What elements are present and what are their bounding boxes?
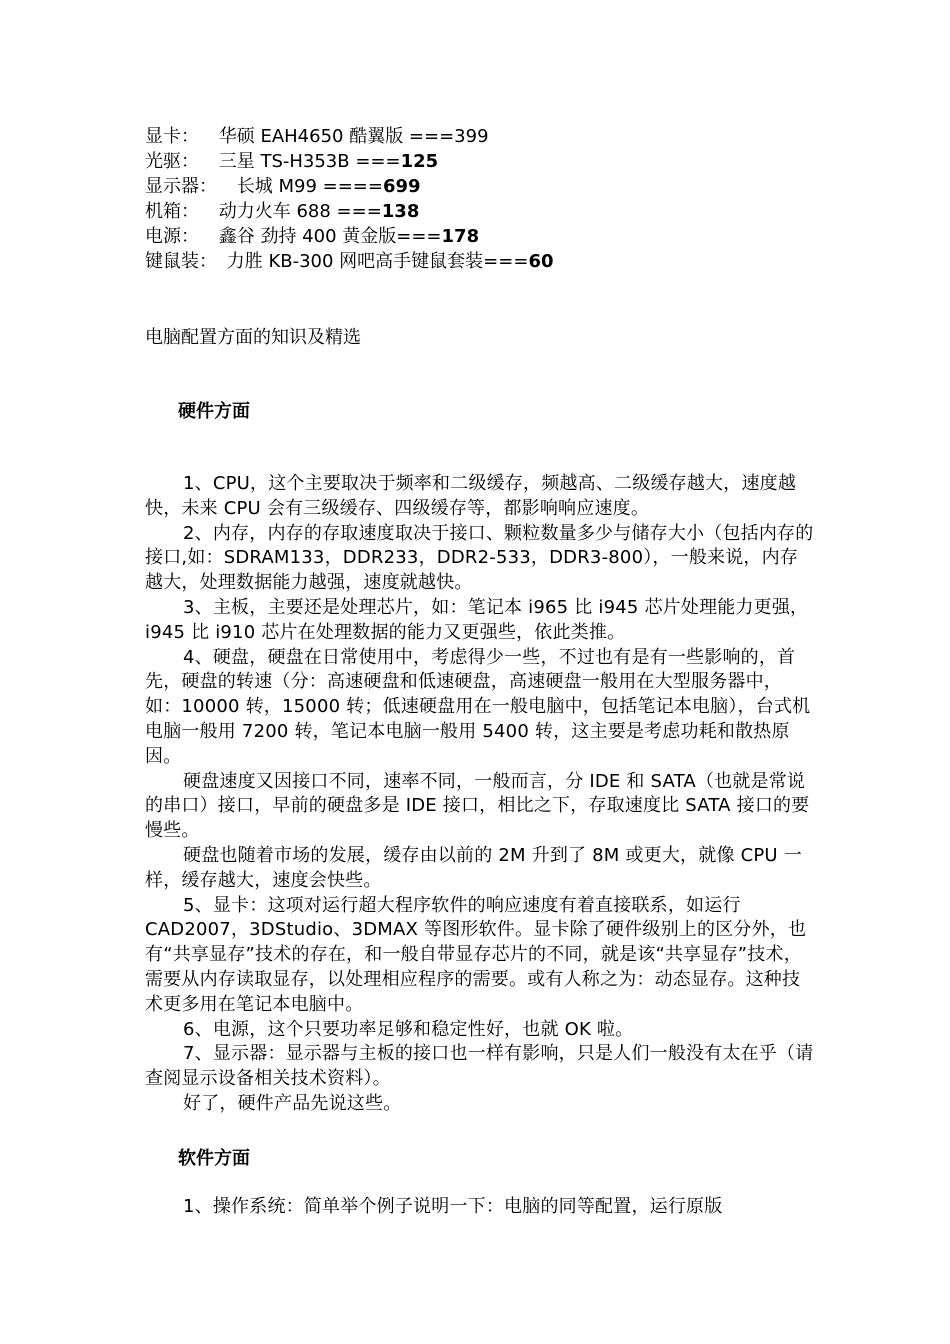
spec-item-optical-drive [145, 149, 815, 174]
paragraph-graphics-card: 5、显卡：这项对运行超大程序软件的响应速度有着直接联系，如运行 CAD2007，3DStudio、3DMAX 等图形软件。显卡除了硬件级别上的区分外，也有“共享显存”技术的存在，和一般自带显存芯片的不同，就是该“共享显存”技术，需要从内存读取显存，以处理相应程序的需要。或有人称之为：动态显存。这种技术更多用在笔记本电脑中。 [145, 894, 807, 1015]
paragraph-monitor: 7、显示器：显示器与主板的接口也一样有影响，只是人们一般没有太在乎（请查阅显示设备相关技术资料）。 [145, 1043, 814, 1090]
spec-label: 机箱： [145, 201, 199, 222]
spec-label: 显卡： [145, 126, 199, 147]
spec-list [145, 124, 815, 274]
spec-label: 显示器： [145, 176, 217, 197]
paragraph-disk-cache: 硬盘也随着市场的发展，缓存由以前的 2M 升到了 8M 或更大，就像 CPU 一样，缓存越大，速度会快些。 [145, 844, 802, 891]
spec-value: 力胜 KB-300 网吧高手键鼠套装=== [226, 251, 529, 272]
spec-price: 125 [400, 151, 439, 172]
hardware-section-body [145, 472, 815, 1117]
spec-value: 动力火车 688 === [218, 201, 382, 222]
spec-value: 鑫谷 劲持 400 黄金版=== [218, 226, 442, 247]
spec-label: 电源： [145, 226, 199, 247]
spec-item-case [145, 199, 815, 224]
spec-value: 华硕 EAH4650 酷翼版 ===3 [218, 126, 466, 147]
paragraph-hard-disk: 4、硬盘，硬盘在日常使用中，考虑得少一些，不过也有是有一些影响的，首先，硬盘的转速（分：高速硬盘和低速硬盘，高速硬盘一般用在大型服务器中，如：10000 转，15000 转；低速硬盘用在一般电脑中，包括笔记本电脑），台式机电脑一般用 7200 转，笔记本电脑一般用 5400 转，这主要是考虑功耗和散热原因。 [145, 646, 811, 767]
spec-price: 699 [382, 176, 421, 197]
paragraph-memory: 2、内存，内存的存取速度取决于接口、颗粒数量多少与储存大小（包括内存的接口,如：SDRAM133，DDR233，DDR2-533，DDR3-800），一般来说，内存越大，处理数据能力越强，速度就越快。 [145, 522, 814, 594]
paragraph-disk-interface: 硬盘速度又因接口不同，速率不同，一般而言，分 IDE 和 SATA（也就是常说的串口）接口，早前的硬盘多是 IDE 接口，相比之下，存取速度比 SATA 接口的要慢些。 [145, 770, 810, 842]
spec-price: 138 [381, 201, 420, 222]
spec-price: 99 [465, 126, 489, 147]
paragraph-operating-system: 1、操作系统：简单举个例子说明一下：电脑的同等配置，运行原版 [183, 1196, 723, 1217]
spec-value: 长城 M99 ==== [236, 176, 383, 197]
paragraph-power-supply: 6、电源，这个只要功率足够和稳定性好，也就 OK 啦。 [183, 1018, 634, 1040]
paragraph-motherboard: 3、主板，主要还是处理芯片，如：笔记本 i965 比 i945 芯片处理能力更强，i945 比 i910 芯片在处理数据的能力又更强些，依此类推。 [145, 596, 809, 643]
paragraph-cpu: 1、CPU，这个主要取决于频率和二级缓存，频越高、二级缓存越大，速度越快，未来 CPU 会有三级缓存、四级缓存等，都影响响应速度。 [145, 473, 797, 519]
software-section-body [145, 1195, 815, 1220]
spec-item-graphics-card [145, 124, 815, 149]
article-title: 电脑配置方面的知识及精选 [145, 327, 361, 348]
spec-item-power-supply [145, 224, 815, 249]
spec-value: 三星 TS-H353B === [218, 151, 401, 172]
spec-price: 60 [528, 251, 554, 272]
spec-label: 键鼠装： [145, 251, 217, 272]
paragraph-conclusion: 好了，硬件产品先说这些。 [183, 1092, 402, 1114]
spec-item-keyboard-mouse [145, 249, 815, 274]
spec-price: 178 [441, 226, 480, 247]
spec-label: 光驱： [145, 151, 199, 172]
spec-item-monitor [145, 174, 815, 199]
software-heading: 软件方面 [178, 1148, 250, 1169]
hardware-heading: 硬件方面 [178, 401, 250, 422]
